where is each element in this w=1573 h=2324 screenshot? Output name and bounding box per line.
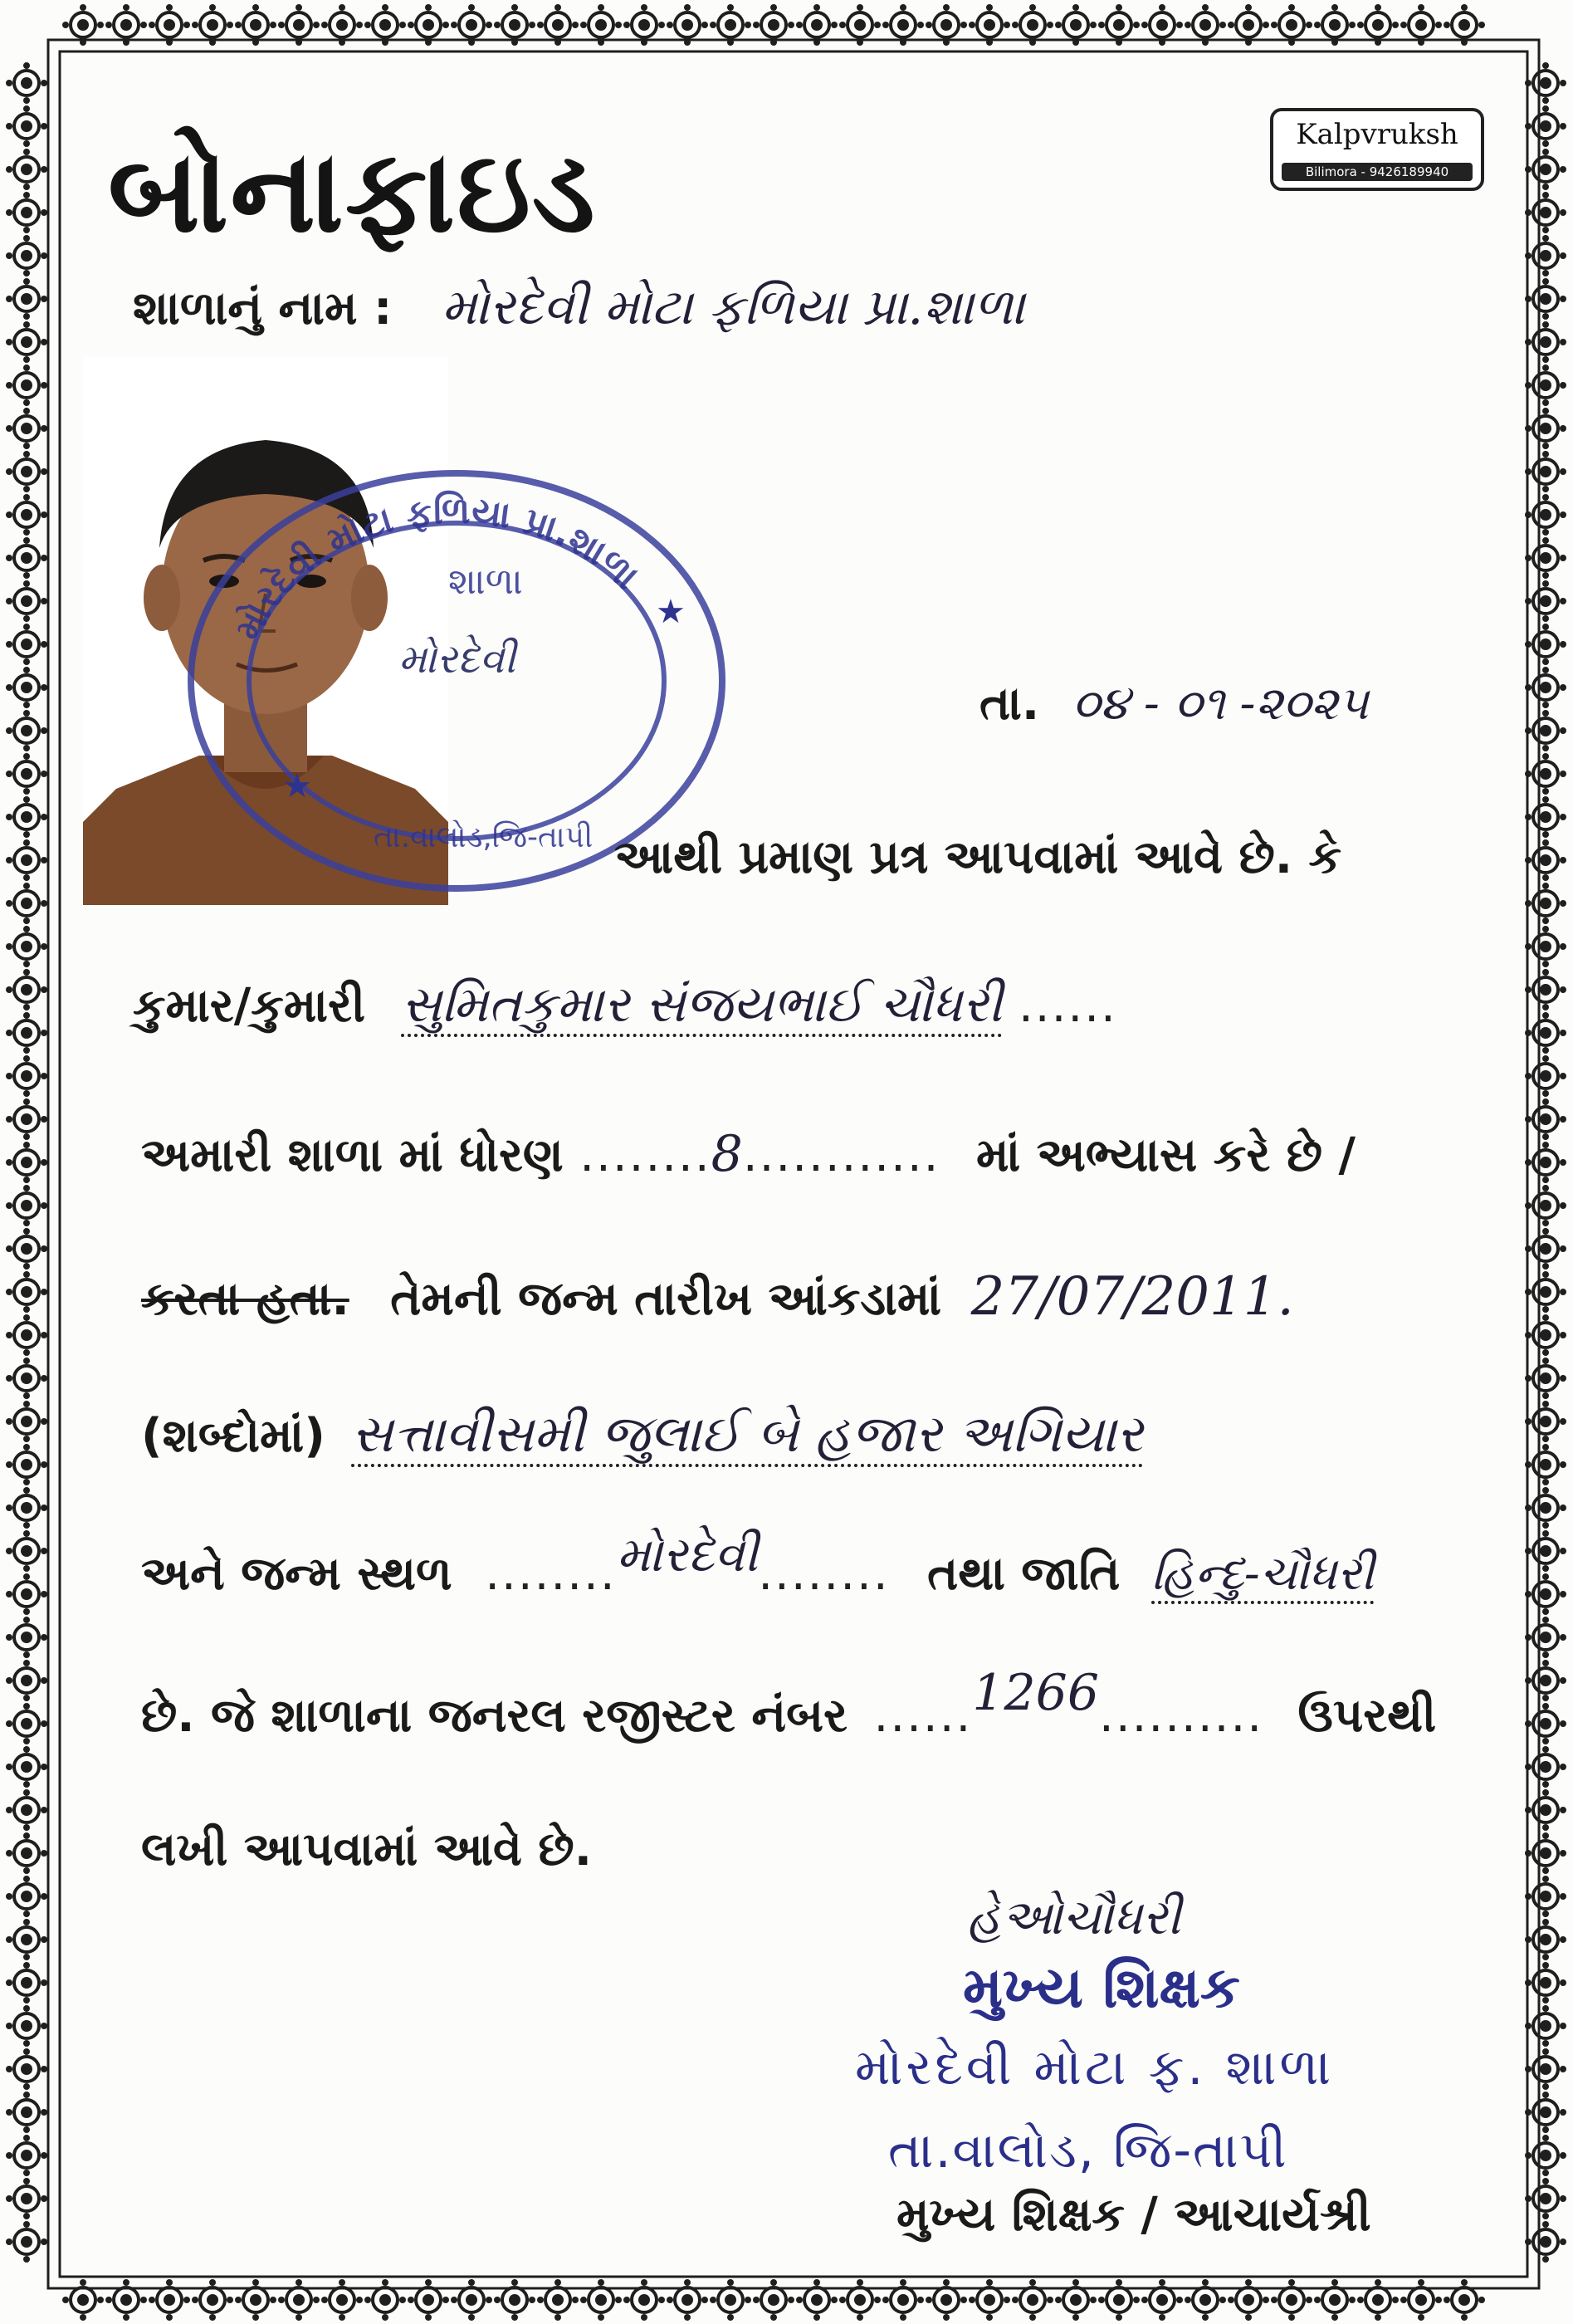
border-ornament [537,2279,579,2321]
border-ornament [1525,62,1566,104]
student-dots: ...... [1018,979,1117,1033]
standard-dots-before: ........ [579,1128,711,1182]
border-ornament [1525,1962,1566,2004]
border-ornament [6,2178,47,2219]
border-ornament [1525,1530,1566,1572]
border-ornament [6,1487,47,1529]
border-ornament [6,1314,47,1356]
border-ornament [6,2135,47,2176]
border-ornament [6,1185,47,1226]
border-ornament [6,1228,47,1270]
dob-struck-prefix: કરતા હતા. [141,1272,349,1326]
border-ornament [1525,451,1566,492]
border-ornament [6,1271,47,1313]
border-ornament [6,1358,47,1399]
border-ornament [6,1444,47,1485]
border-ornament [1525,1703,1566,1744]
border-ornament [6,192,47,233]
border-ornament [580,2279,622,2321]
border-ornament [1525,883,1566,924]
caste-label: તથા જાતિ [927,1547,1121,1601]
border-ornament [6,753,47,795]
dob-words-value: સત્તાવીસમી જુલાઈ બે હજાર અગિયાર [351,1403,1143,1467]
border-ornament [6,1703,47,1744]
border-ornament [6,1573,47,1615]
border-ornament [364,2279,406,2321]
border-ornament [6,1962,47,2004]
border-ornament [1525,2005,1566,2047]
standard-row [141,1125,1356,1183]
school-name-label: શાળાનું નામ : [133,281,393,335]
border-ornament [6,149,47,190]
dob-row [141,1266,1294,1328]
border-ornament [1525,926,1566,967]
border-ornament [235,2279,276,2321]
stamp-inner-top: શાળા [448,560,523,603]
principal-stamp-place: તા.વાલોડ, જિ-તાપી [888,2121,1288,2180]
border-ornament [6,926,47,967]
school-name-row [133,278,1025,336]
border-ornament [1525,278,1566,320]
border-ornament [1525,2221,1566,2263]
border-ornament [6,278,47,320]
border-ornament [1357,2279,1399,2321]
border-ornament [1525,1314,1566,1356]
border-ornament [1525,1142,1566,1183]
border-ornament [969,2279,1010,2321]
border-ornament [6,235,47,276]
birthplace-row [141,1526,1375,1602]
border-ornament [1525,1789,1566,1831]
border-ornament [6,1530,47,1572]
border-ornament [408,2279,449,2321]
border-ornament [6,365,47,406]
border-ornament [6,667,47,708]
border-ornament [926,2279,967,2321]
border-ornament [1525,2178,1566,2219]
stamp-ring-text: મોરદેવી મોટા ફળિયા પ્રા.શાળા [226,489,647,647]
border-ornament [6,408,47,449]
border-ornament [1525,1573,1566,1615]
border-ornament [6,883,47,924]
border-ornament [6,2005,47,2047]
standard-suffix: માં અભ્યાસ કરે છે / [975,1128,1356,1182]
border-ornament [6,494,47,536]
border-ornament [1525,1746,1566,1788]
register-dots-before: ...... [873,1689,973,1743]
stamp-star-icon: ★ [656,593,686,631]
intro-text: આથી પ્રમાણ પ્રત્ર આપવામાં આવે છે. કે [614,830,1342,884]
standard-dots-after: ............ [742,1128,940,1182]
date-row [979,677,1369,731]
border-ornament [6,839,47,881]
border-ornament [1525,1919,1566,1960]
border-ornament [105,2279,147,2321]
border-ornament [6,710,47,751]
dob-label: તેમની જન્મ તારીખ આંકડામાં [390,1272,942,1326]
border-ornament [753,2279,794,2321]
border-ornament [1525,1185,1566,1226]
border-ornament [1525,494,1566,536]
birthplace-dots-before: ........ [485,1547,617,1601]
principal-signature: હેઓચૌધરી [967,1889,1181,1945]
border-ornament [1525,1876,1566,1917]
border-ornament [1525,105,1566,147]
border-ornament [1525,1401,1566,1442]
border-ornament [1525,2048,1566,2090]
stamp-inner-mid: મોરદેવી [398,636,516,683]
border-ornament [6,1876,47,1917]
register-prefix: છે. જે શાળાના જનરલ રજીસ્ટર નંબર [141,1689,848,1743]
border-ornament [1525,1098,1566,1140]
border-ornament [667,2279,708,2321]
border-ornament [494,2279,535,2321]
border-ornament [6,1660,47,1701]
border-ornament [1525,1444,1566,1485]
register-number: 1266 [972,1664,1100,1722]
border-ornament [1525,235,1566,276]
brand-name: Kalpvruksh [1296,118,1458,151]
border-ornament [6,1401,47,1442]
border-ornament [6,969,47,1010]
border-ornament [1525,408,1566,449]
school-name-value: મોરદેવી મોટા ફળિયા પ્રા.શાળા [441,278,1025,336]
border-ornament [1525,1487,1566,1529]
border-ornament [6,1919,47,1960]
caste-value: હિન્દુ-ચૌધરી [1151,1547,1375,1604]
border-ornament [6,1746,47,1788]
birthplace-value: મોરદેવી [616,1526,759,1583]
border-ornament [6,1055,47,1097]
border-ornament [1525,1832,1566,1874]
border-ornament [6,1142,47,1183]
certificate-title: બોનાફાઇડ [108,125,597,258]
border-ornament [839,2279,881,2321]
border-ornament [6,2092,47,2133]
principal-stamp-title: મુખ્ય શિક્ષક [963,1955,1240,2021]
border-ornament [6,62,47,104]
border-ornament [1314,2279,1356,2321]
border-ornament [1525,839,1566,881]
student-row [133,976,1117,1034]
register-suffix: ઉપરથી [1297,1689,1437,1743]
border-ornament [1525,1617,1566,1658]
border-ornament [710,2279,751,2321]
stamp-star-icon: ★ [282,767,312,805]
border-ornament [1525,1228,1566,1270]
border-ornament [451,2279,492,2321]
border-ornament [1525,1055,1566,1097]
standard-label: અમારી શાળા માં ધોરણ [141,1128,564,1182]
border-ornament [1228,2279,1269,2321]
closing-text: લખી આપવામાં આવે છે. [141,1823,592,1876]
date-label: તા. [979,677,1040,731]
border-ornament [62,2279,104,2321]
border-ornament [1525,365,1566,406]
border-ornament [1525,1660,1566,1701]
dob-words-label: (શબ્દોમાં) [141,1409,325,1463]
footer-role: મુખ્ય શિક્ષક / આચાર્યશ્રી [896,2188,1371,2242]
border-ornament [1525,149,1566,190]
stamp-inner-bottom: તા.વાલોડ,જિ-તાપી [374,820,594,854]
dob-words-row [141,1403,1143,1465]
register-row [141,1664,1437,1744]
border-ornament [6,2221,47,2263]
birthplace-dots-after: ........ [758,1547,890,1601]
border-ornament [1444,2279,1485,2321]
border-ornament [192,2279,233,2321]
principal-stamp-school: મોરદેવી મોટા ફ. શાળા [855,2038,1335,2096]
date-value: ૦૪ - ૦૧ -૨૦૨૫ [1072,677,1369,731]
border-ornament [6,451,47,492]
border-ornament [321,2279,363,2321]
border-ornament [1525,710,1566,751]
border-ornament [1525,537,1566,579]
border-ornament [796,2279,838,2321]
border-ornament [1525,667,1566,708]
border-ornament [6,580,47,622]
border-ornament [623,2279,665,2321]
student-name: સુમિતકુમાર સંજયભાઈ ચૌધરી [401,976,1002,1037]
border-ornament [1012,2279,1053,2321]
border-ornament [1055,2279,1097,2321]
border-ornament [278,2279,320,2321]
brand-address: Bilimora - 9426189940 [1282,163,1473,181]
border-ornament [1525,624,1566,665]
border-ornament [1525,796,1566,838]
standard-value: 8 [711,1125,743,1183]
border-ornament [1185,2279,1226,2321]
svg-text:મોરદેવી મોટા ફળિયા પ્રા.શાળા [226,490,647,647]
border-ornament [1525,969,1566,1010]
border-ornament [6,1098,47,1140]
border-ornament [1525,1358,1566,1399]
border-ornament [1525,321,1566,363]
register-dots-after: .......... [1099,1689,1264,1743]
border-ornament [6,537,47,579]
border-ornament [1525,580,1566,622]
border-ornament [1525,753,1566,795]
border-ornament [882,2279,924,2321]
border-ornament [1525,1271,1566,1313]
border-ornament [6,2048,47,2090]
border-ornament [6,1617,47,1658]
border-ornament [1525,2135,1566,2176]
border-ornament [1525,1012,1566,1054]
border-ornament [1400,2279,1442,2321]
border-ornament [6,624,47,665]
birthplace-label: અને જન્મ સ્થળ [141,1547,452,1601]
brand-badge [1270,108,1484,191]
border-ornament [6,1789,47,1831]
border-ornament [6,1012,47,1054]
border-ornament [149,2279,190,2321]
border-ornament [1098,2279,1140,2321]
border-ornament [6,796,47,838]
border-ornament [6,1832,47,1874]
border-ornament [1141,2279,1183,2321]
border-ornament [6,321,47,363]
student-label: કુમાર/કુમારી [133,979,365,1033]
border-ornament [1271,2279,1312,2321]
border-ornament [1525,192,1566,233]
dob-value: 27/07/2011. [970,1266,1294,1328]
border-ornament [1525,2092,1566,2133]
border-ornament [6,105,47,147]
